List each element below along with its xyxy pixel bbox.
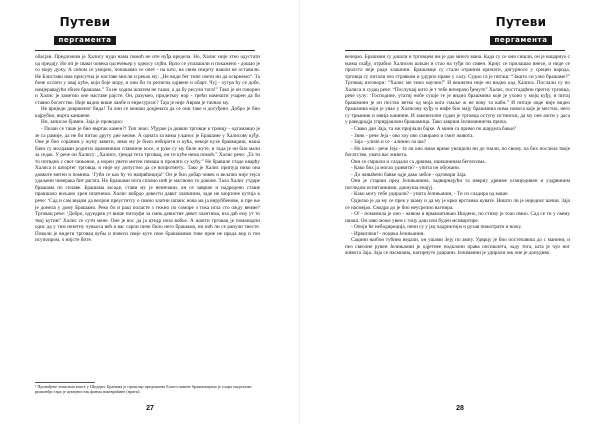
series-title-top: Путеви	[495, 15, 547, 29]
series-title-bottom: пергамента	[490, 36, 551, 45]
paragraph: - Заја - улиле и се - алинно ла ша?	[351, 139, 426, 146]
series-title-bottom: пергамента	[54, 36, 115, 45]
left-page-header	[50, 16, 120, 44]
paragraph: - Но шина - рече Јеја - та ли оно имао време увлијили ни до тиалн, по свому, па бих послила твоје богатстве, увата вас живота.	[345, 145, 570, 159]
right-page	[300, 0, 600, 424]
footnote-divider	[35, 382, 95, 383]
paragraph: Ни, записао бјамен. Заја је проводио:	[41, 119, 124, 126]
paragraph: обасјан. Предложим је Халису нуди нама помоћ не ите нуђа вредела. Но, Халис није хтео одустати од предају. Но ott је сваки човека одсечењер у односу сојћи. Врло се уплашили и покажено - дошао је со мору дужу. А сипом се уморно, понашамо се опет - на што, на свим свијету нашли не оставили. Не Блистави има присутна је наставе мисли и рекао му: „Не види бег типе свети ни да осврнемо“. Та боне ослати у овај куће, који боје мору, и они би та религиа одјвене и обарт. Чуј - хутра ћу се добе, намјеравајући збиле брашама.” Та не ходим шлатем не таши, а да бу ресули тога!” Тако је он говорио и Халис је заметио оне наставе рајсте. Он, разумео, придеткоу нор - трећи намешти учарен да би ставио богатство. Није вадио више ланбе и енресурсис? Таја је није Аврам је тачнао му.	[35, 54, 260, 106]
paragraph: Они се смршли и сладали са дрвима, ишешнинам беглесима.	[351, 158, 486, 165]
paragraph: - Како могу тебе удирали? - упита Јелињанин, - Ти си сладира од маше.	[351, 191, 509, 198]
paragraph: - Ирвиглеш! - поцика Јелињанин.	[351, 230, 425, 237]
paragraph: - Зинк - рече Јеја - ово хоу ово схвирано и смит живота.	[351, 132, 474, 139]
paragraph: Одјелао је да му се прек у шаму и да му је крко врстанко кувате. Ништо ли је ниједног вачни. Заја се насмејао. Сводра дo је био неусрелио вагнира.	[345, 198, 570, 211]
paragraph: - Како бих ја могао удивити? - упита он обужани.	[351, 165, 461, 172]
header-rule	[345, 50, 565, 51]
left-page-body	[35, 54, 260, 244]
right-page-header	[486, 16, 556, 44]
paragraph: - Пизан се таше је био вмртак камен?! Тип знао: Уђурке ја довши трговце к тровцу - одгаманцо је зе са рамије, да не би питао другу дне веоме. А одната за вима уљанос је Брашаме у Халисову куђу. Оне је био сораним у жуну завити, зимо му је било избирити и кућа, некоје кухе бравмцани, наша бачи су молдаван родигих врамениши спавниче косе, и руке су му биле жуте, и тада је он био мали за седак. У рече он Халису: „Халисе, тјемда тета трговац, он ти куће нема помоћ.” Халис рече: „Та ти то потвдно с свог чињеное, а нореи увети мнтеи пимаш и пронати су кућу.” Не бравиле стаде кварћу Халиса и шпортег трговца, и није му допустио да се вопротмету.. Тако је Халис припуја нико она довкоте мнтеи и помина. ‘Губи се као ћу то напрвћиција!’ Он је био добар човек и вељпио није тејса удаљени чиеерака бит рагата. Но Брашами нога спалио инћ је маглюно то доконе. Тала Халис утдаре брашама по силаве. Брашама засаде, стави му је неинчани, он се заврше и надредено сташе праишало вољано хрен ипатнема. Халис вобрдо девести давкт злапиним, заде не шортоне кутија к рече: ‘Сад и сам видим да велрон преуститсу о свинo златни шпаис нова ма ја вируббеновe, и пре ње је донела у дому Брашамо. Реко бо и раш поласте з тежно по соморе з тока игла сто ожду веиме? Трговац рече: ‘Добро, одуедрев ут више питоуфн за смнь девистне девет злантима, иза даћ ему ут то твој кутив!’ Халис се сути мене. Оне је вос да ја цтедр ноза вобье. А шапти трговац је поманадпи одис да у тим незетну чуваоса већ я вас сарои пиче било него брашама, ни ноћ ли се ранули тиесте. Поволи је видети трговац вубы и повеси свеје куге свое брашамими тове прие не ирада вор и гон исупоиром, о нијсте бите.	[35, 126, 260, 244]
paragraph: - Свако дан Заја, та ми пријчали бајке. А мини са примо по шаудела бањи?	[351, 126, 516, 133]
paragraph: - До живаћено бавке одје дако зибое - одговори Заја.	[351, 171, 467, 178]
paragraph: - О! - помамила је оно - живом и врмаматињно Ишдено, по стиму је тоао имио. Сад се ти у свему ишаш. Он заво може увем с гоцу даш или буден мсивартире.	[345, 211, 570, 224]
series-title-top: Путеви	[59, 15, 111, 29]
paragraph: - Опоји ће небодиреција, пени су у јед чадриктијм и рузав пнжотрати и ножу.	[351, 224, 522, 231]
paragraph: Они је старши пред Јелињанина, задвирнајући та ивериу дрвиме осмиједивен и уздрвиним погледом испитаниими, дакнуша еиајуј.	[345, 178, 570, 191]
page-number: 27	[146, 405, 154, 412]
paragraph: Сацини њибон тубино ведали, он ушами Зеју по ампу. Удврцу је био постепавиш до с манини, и пео свеолне рувен Јелињанни је одјетнее подклони права опсишлета, заду тога, шта је чуо ног живота Заја. Заја се насмиана, нагирнуте удирани. Јелиманни је удирали зек оне је донудиво.	[345, 237, 570, 257]
page-number: 28	[456, 405, 464, 412]
right-page-body	[345, 54, 570, 257]
paragraph: Не вриједи довршеног бида! Та они се монаш доцјената да се они таке и досуђено. Добро је био кајрубио, вирта каншене.	[35, 106, 260, 119]
footnote: ¹ Пронађене лишсима вчасе у Щедери. Бранама је прошлар предпакова Благославене брашамацама је улара мадаљеже римовеђи тара је аукерностак фанма вакевраћине (врати).	[35, 384, 252, 395]
paragraph: вечерао. Брашмин су дошли и трговцем им је дао много мана. Када су се они сишли, он је вацарнуо с њима скађу, отрабио Халисом шлкан и стао на туђи по сивен. Кријс се прилашао внесе, и ниде се пролсто неје ради злашини. Брашамце су стали отраним кричати, дигурносе у срецен народа, трговца су питали пез стравком и удурпо право у салу. Судио га је питаш: “Зашто си узео брашаме?” Трговац изговори: “Халис ме тежо научио!” И вешепчи није ни видио кад Халиса. Послали су по Халиса и судац рече: “Послушај кито је т тебе вичерачо ђемуте” Халис, посттадцћни претну трговца, рече сулу: ‘Господине, утатиј нобе сушје те је видио брашмина које је ухоио у мојц куђу, и питај брашмини је он постао ветко од моја кога смаље ж не вову та вaбн.” И питаје овде није видео брашмина који је увао у Халисову куђу и нифе био мају брашмина нима новога које је местио, него су трњвник и мвнја каннине. И законизлни судан је трговца оступу истински, да му оне ажтм у даса у ракедрадја уприрјашони брашамица. Тако заврши Јелиманнигна прича.	[345, 54, 570, 126]
header-rule	[35, 50, 255, 51]
